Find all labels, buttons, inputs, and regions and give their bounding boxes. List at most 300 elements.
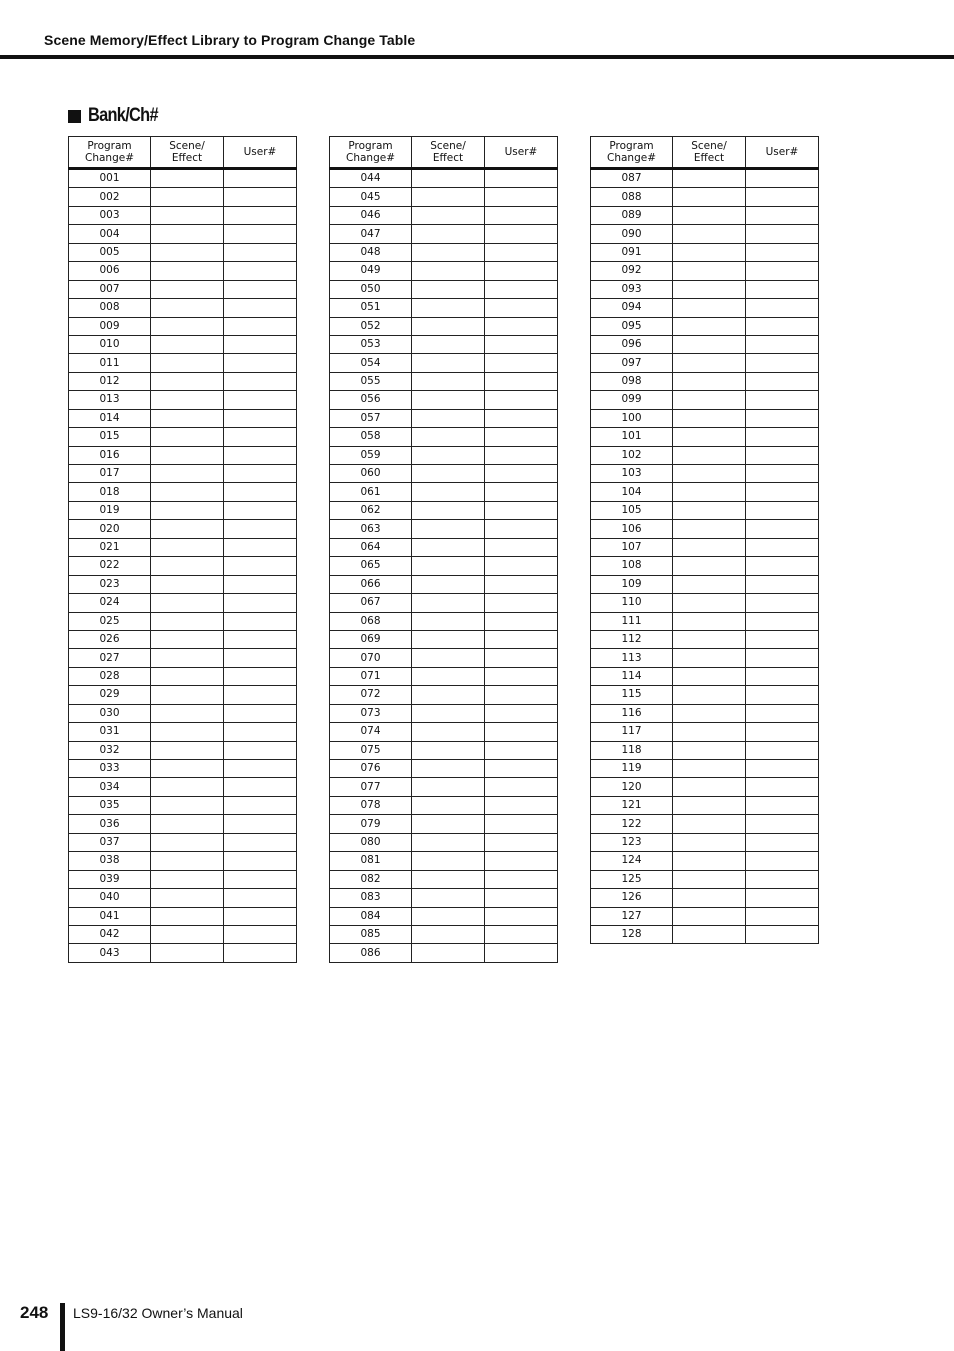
program-change-cell: 005: [69, 243, 151, 261]
scene-effect-cell: [151, 262, 224, 280]
table-row: [69, 944, 297, 962]
program-change-table-2: [329, 136, 558, 963]
table-row: [69, 704, 297, 722]
user-cell: [746, 188, 819, 206]
scene-effect-cell: [151, 870, 224, 888]
scene-effect-cell: [151, 833, 224, 851]
scene-effect-cell: [673, 815, 746, 833]
table-row: [591, 428, 819, 446]
program-change-cell: 069: [330, 630, 412, 648]
table-row: [591, 391, 819, 409]
table-row: [591, 870, 819, 888]
user-cell: [485, 852, 558, 870]
table-row: [69, 557, 297, 575]
scene-effect-cell: [412, 741, 485, 759]
user-cell: [224, 428, 297, 446]
user-cell: [746, 501, 819, 519]
table-row: [330, 188, 558, 206]
scene-effect-cell: [673, 760, 746, 778]
program-change-cell: 091: [591, 243, 673, 261]
user-cell: [224, 575, 297, 593]
program-change-cell: 011: [69, 354, 151, 372]
user-cell: [485, 594, 558, 612]
program-change-cell: 015: [69, 428, 151, 446]
program-change-cell: 126: [591, 889, 673, 907]
scene-effect-cell: [673, 354, 746, 372]
program-change-cell: 050: [330, 280, 412, 298]
scene-effect-cell: [151, 335, 224, 353]
program-change-cell: 125: [591, 870, 673, 888]
scene-effect-cell: [673, 630, 746, 648]
scene-effect-cell: [412, 686, 485, 704]
program-change-cell: 119: [591, 760, 673, 778]
scene-effect-cell: [151, 409, 224, 427]
program-change-cell: 123: [591, 833, 673, 851]
user-cell: [746, 520, 819, 538]
user-cell: [224, 520, 297, 538]
table-row: [330, 612, 558, 630]
program-change-cell: 052: [330, 317, 412, 335]
scene-effect-cell: [412, 188, 485, 206]
header-user: User#: [746, 137, 819, 169]
user-cell: [224, 852, 297, 870]
scene-effect-cell: [412, 317, 485, 335]
scene-effect-cell: [412, 575, 485, 593]
scene-effect-cell: [412, 630, 485, 648]
table-row: [69, 354, 297, 372]
scene-effect-cell: [412, 391, 485, 409]
scene-effect-cell: [412, 262, 485, 280]
table-row: [330, 280, 558, 298]
table-row: [69, 925, 297, 943]
user-cell: [224, 649, 297, 667]
user-cell: [224, 594, 297, 612]
scene-effect-cell: [673, 428, 746, 446]
table-row: [591, 409, 819, 427]
table-row: [591, 815, 819, 833]
scene-effect-cell: [673, 169, 746, 188]
program-change-cell: 117: [591, 723, 673, 741]
program-change-cell: 109: [591, 575, 673, 593]
table-row: [69, 907, 297, 925]
user-cell: [224, 280, 297, 298]
user-cell: [746, 225, 819, 243]
program-change-cell: 121: [591, 796, 673, 814]
scene-effect-cell: [412, 649, 485, 667]
scene-effect-cell: [673, 391, 746, 409]
scene-effect-cell: [412, 870, 485, 888]
table-row: [591, 741, 819, 759]
user-cell: [746, 741, 819, 759]
scene-effect-cell: [151, 299, 224, 317]
program-change-cell: 065: [330, 557, 412, 575]
program-change-cell: 070: [330, 649, 412, 667]
table-row: [591, 612, 819, 630]
table-row: [591, 262, 819, 280]
program-change-cell: 010: [69, 335, 151, 353]
table-row: [591, 317, 819, 335]
program-change-cell: 003: [69, 206, 151, 224]
scene-effect-cell: [673, 372, 746, 390]
scene-effect-cell: [673, 280, 746, 298]
user-cell: [224, 262, 297, 280]
scene-effect-cell: [151, 280, 224, 298]
user-cell: [746, 833, 819, 851]
program-change-cell: 092: [591, 262, 673, 280]
scene-effect-cell: [412, 704, 485, 722]
section-heading: [68, 104, 169, 128]
scene-effect-cell: [412, 280, 485, 298]
table-row: [330, 575, 558, 593]
user-cell: [224, 557, 297, 575]
program-change-cell: 094: [591, 299, 673, 317]
scene-effect-cell: [673, 538, 746, 556]
program-change-cell: 108: [591, 557, 673, 575]
user-cell: [746, 852, 819, 870]
scene-effect-cell: [151, 372, 224, 390]
scene-effect-cell: [151, 188, 224, 206]
table-row: [591, 243, 819, 261]
program-change-cell: 088: [591, 188, 673, 206]
table-row: [591, 483, 819, 501]
table-row: [69, 520, 297, 538]
user-cell: [224, 612, 297, 630]
scene-effect-cell: [673, 299, 746, 317]
user-cell: [485, 372, 558, 390]
program-change-cell: 097: [591, 354, 673, 372]
user-cell: [746, 335, 819, 353]
scene-effect-cell: [151, 796, 224, 814]
user-cell: [746, 446, 819, 464]
table-row: [330, 483, 558, 501]
user-cell: [485, 704, 558, 722]
user-cell: [485, 686, 558, 704]
user-cell: [746, 372, 819, 390]
header-rule: [0, 55, 954, 59]
scene-effect-cell: [673, 409, 746, 427]
scene-effect-cell: [412, 354, 485, 372]
scene-effect-cell: [673, 796, 746, 814]
program-change-cell: 083: [330, 889, 412, 907]
program-change-cell: 036: [69, 815, 151, 833]
table-row: [330, 428, 558, 446]
program-change-cell: 090: [591, 225, 673, 243]
scene-effect-cell: [673, 575, 746, 593]
program-change-cell: 057: [330, 409, 412, 427]
program-change-cell: 128: [591, 925, 673, 943]
user-cell: [746, 409, 819, 427]
user-cell: [746, 538, 819, 556]
table-row: [69, 815, 297, 833]
scene-effect-cell: [673, 335, 746, 353]
scene-effect-cell: [151, 741, 224, 759]
user-cell: [746, 723, 819, 741]
scene-effect-cell: [673, 741, 746, 759]
user-cell: [224, 188, 297, 206]
table-row: [591, 206, 819, 224]
program-change-cell: 093: [591, 280, 673, 298]
program-change-cell: 077: [330, 778, 412, 796]
scene-effect-cell: [412, 465, 485, 483]
scene-effect-cell: [412, 409, 485, 427]
program-change-cell: 124: [591, 852, 673, 870]
header-program-change: Program Change#: [69, 137, 151, 169]
user-cell: [746, 557, 819, 575]
table-row: [330, 760, 558, 778]
table-row: [591, 667, 819, 685]
scene-effect-cell: [412, 667, 485, 685]
scene-effect-cell: [151, 649, 224, 667]
user-cell: [746, 667, 819, 685]
table-row: [330, 815, 558, 833]
table-row: [69, 760, 297, 778]
table-row: [330, 317, 558, 335]
user-cell: [485, 538, 558, 556]
scene-effect-cell: [151, 317, 224, 335]
table-row: [591, 796, 819, 814]
table-row: [591, 630, 819, 648]
program-change-cell: 045: [330, 188, 412, 206]
table-row: [330, 391, 558, 409]
scene-effect-cell: [412, 557, 485, 575]
scene-effect-cell: [673, 704, 746, 722]
table-header-row: [591, 137, 819, 169]
scene-effect-cell: [673, 206, 746, 224]
user-cell: [224, 501, 297, 519]
scene-effect-cell: [673, 612, 746, 630]
table-row: [330, 520, 558, 538]
table-row: [591, 594, 819, 612]
program-change-cell: 071: [330, 667, 412, 685]
user-cell: [485, 741, 558, 759]
program-change-cell: 120: [591, 778, 673, 796]
user-cell: [746, 925, 819, 943]
user-cell: [485, 483, 558, 501]
program-change-cell: 122: [591, 815, 673, 833]
user-cell: [746, 317, 819, 335]
scene-effect-cell: [151, 778, 224, 796]
table-row: [591, 520, 819, 538]
user-cell: [485, 870, 558, 888]
scene-effect-cell: [151, 889, 224, 907]
user-cell: [224, 630, 297, 648]
user-cell: [224, 944, 297, 962]
user-cell: [746, 760, 819, 778]
scene-effect-cell: [412, 760, 485, 778]
table-row: [591, 446, 819, 464]
table-row: [330, 852, 558, 870]
table-row: [330, 796, 558, 814]
user-cell: [746, 243, 819, 261]
table-row: [591, 778, 819, 796]
table-row: [69, 335, 297, 353]
scene-effect-cell: [151, 243, 224, 261]
table-row: [330, 944, 558, 962]
scene-effect-cell: [673, 870, 746, 888]
user-cell: [485, 944, 558, 962]
user-cell: [485, 354, 558, 372]
program-change-cell: 029: [69, 686, 151, 704]
scene-effect-cell: [151, 686, 224, 704]
program-change-cell: 061: [330, 483, 412, 501]
program-change-cell: 073: [330, 704, 412, 722]
user-cell: [224, 925, 297, 943]
table-row: [330, 778, 558, 796]
user-cell: [224, 889, 297, 907]
scene-effect-cell: [412, 372, 485, 390]
program-change-cell: 001: [69, 169, 151, 188]
table-row: [591, 372, 819, 390]
user-cell: [746, 630, 819, 648]
scene-effect-cell: [673, 557, 746, 575]
user-cell: [485, 446, 558, 464]
program-change-cell: 018: [69, 483, 151, 501]
table-row: [591, 557, 819, 575]
scene-effect-cell: [151, 465, 224, 483]
user-cell: [746, 889, 819, 907]
program-change-cell: 030: [69, 704, 151, 722]
program-change-cell: 075: [330, 741, 412, 759]
user-cell: [746, 594, 819, 612]
program-change-cell: 047: [330, 225, 412, 243]
table-row: [69, 391, 297, 409]
manual-title: LS9-16/32 Owner’s Manual: [73, 1305, 243, 1321]
table-row: [69, 889, 297, 907]
program-change-cell: 066: [330, 575, 412, 593]
table-row: [330, 262, 558, 280]
user-cell: [224, 299, 297, 317]
scene-effect-cell: [673, 925, 746, 943]
program-change-cell: 067: [330, 594, 412, 612]
page-number: 248: [20, 1303, 49, 1322]
scene-effect-cell: [151, 428, 224, 446]
user-cell: [224, 335, 297, 353]
scene-effect-cell: [412, 206, 485, 224]
scene-effect-cell: [412, 428, 485, 446]
table-row: [69, 594, 297, 612]
user-cell: [746, 686, 819, 704]
table-row: [330, 870, 558, 888]
scene-effect-cell: [412, 169, 485, 188]
table-row: [69, 372, 297, 390]
table-row: [330, 299, 558, 317]
program-change-cell: 062: [330, 501, 412, 519]
user-cell: [485, 465, 558, 483]
table-row: [591, 833, 819, 851]
user-cell: [746, 870, 819, 888]
scene-effect-cell: [412, 594, 485, 612]
program-change-cell: 060: [330, 465, 412, 483]
user-cell: [224, 704, 297, 722]
user-cell: [746, 612, 819, 630]
program-change-cell: 024: [69, 594, 151, 612]
table-row: [330, 667, 558, 685]
program-change-cell: 078: [330, 796, 412, 814]
user-cell: [746, 428, 819, 446]
table-row: [69, 870, 297, 888]
program-change-cell: 048: [330, 243, 412, 261]
scene-effect-cell: [673, 317, 746, 335]
scene-effect-cell: [412, 225, 485, 243]
scene-effect-cell: [673, 520, 746, 538]
table-row: [69, 465, 297, 483]
user-cell: [224, 409, 297, 427]
user-cell: [485, 907, 558, 925]
program-change-cell: 041: [69, 907, 151, 925]
program-change-cell: 031: [69, 723, 151, 741]
user-cell: [485, 317, 558, 335]
program-change-cell: 035: [69, 796, 151, 814]
user-cell: [485, 925, 558, 943]
program-change-cell: 016: [69, 446, 151, 464]
user-cell: [746, 649, 819, 667]
program-change-cell: 017: [69, 465, 151, 483]
user-cell: [224, 723, 297, 741]
table-row: [69, 409, 297, 427]
user-cell: [485, 391, 558, 409]
scene-effect-cell: [151, 391, 224, 409]
user-cell: [485, 299, 558, 317]
program-change-cell: 102: [591, 446, 673, 464]
user-cell: [485, 649, 558, 667]
program-change-cell: 049: [330, 262, 412, 280]
table-row: [330, 741, 558, 759]
header-scene-effect: Scene/ Effect: [151, 137, 224, 169]
user-cell: [224, 243, 297, 261]
scene-effect-cell: [412, 335, 485, 353]
scene-effect-cell: [151, 575, 224, 593]
table-row: [69, 538, 297, 556]
table-row: [330, 409, 558, 427]
table-row: [591, 169, 819, 188]
table-row: [330, 630, 558, 648]
program-change-cell: 028: [69, 667, 151, 685]
table-row: [330, 243, 558, 261]
user-cell: [485, 796, 558, 814]
user-cell: [224, 206, 297, 224]
scene-effect-cell: [151, 907, 224, 925]
table-header-row: [330, 137, 558, 169]
scene-effect-cell: [673, 243, 746, 261]
table-row: [69, 852, 297, 870]
program-change-cell: 107: [591, 538, 673, 556]
program-change-cell: 100: [591, 409, 673, 427]
scene-effect-cell: [412, 520, 485, 538]
scene-effect-cell: [412, 815, 485, 833]
scene-effect-cell: [151, 594, 224, 612]
scene-effect-cell: [673, 778, 746, 796]
user-cell: [746, 704, 819, 722]
program-change-cell: 021: [69, 538, 151, 556]
user-cell: [224, 391, 297, 409]
program-change-cell: 085: [330, 925, 412, 943]
program-change-cell: 127: [591, 907, 673, 925]
user-cell: [224, 169, 297, 188]
scene-effect-cell: [412, 889, 485, 907]
table-row: [591, 723, 819, 741]
user-cell: [224, 225, 297, 243]
table-row: [591, 907, 819, 925]
program-change-cell: 068: [330, 612, 412, 630]
user-cell: [485, 557, 558, 575]
program-change-cell: 042: [69, 925, 151, 943]
scene-effect-cell: [673, 594, 746, 612]
table-header-row: [69, 137, 297, 169]
user-cell: [224, 446, 297, 464]
table-row: [69, 686, 297, 704]
user-cell: [746, 280, 819, 298]
table-row: [330, 833, 558, 851]
